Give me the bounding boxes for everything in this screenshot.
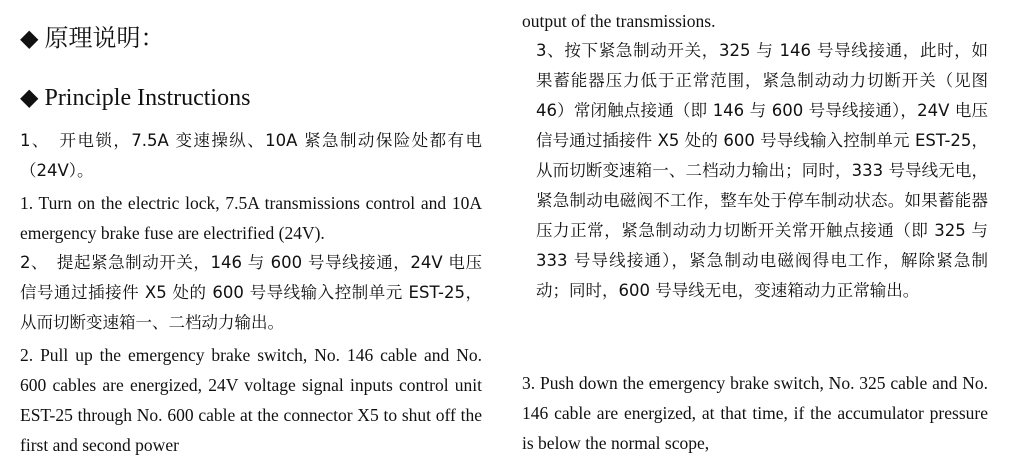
paragraph-3-english: 3. Push down the emergency brake switch, No. 325 cable and No. 146 cable are energized, at that time, if the accumulator pressure is below the normal scope,: [522, 373, 988, 453]
paragraph-2-english: 2. Pull up the emergency brake switch, No. 146 cable and No. 600 cables are energized, 24V voltage signal inputs control unit EST-25 through No. 600 cable at the connector X5 to shut off the first and second power: [20, 345, 482, 455]
diamond-bullet-icon: ◆: [20, 85, 39, 111]
heading-english: [20, 80, 250, 116]
paragraph-1-chinese: 1、 开电锁，7.5A 变速操纵、10A 紧急制动保险处都有电（24V）。: [20, 131, 482, 180]
heading-chinese-text: 原理说明：: [44, 24, 165, 52]
diamond-bullet-icon: ◆: [20, 24, 39, 52]
heading-english-text: Principle Instructions: [44, 85, 251, 111]
paragraph-2-chinese: 2、 提起紧急制动开关，146 与 600 号导线接通，24V 电压信号通过插接件 X5 处的 600 号导线输入控制单元 EST-25，从而切断变速箱一、二档动力输出。: [20, 253, 482, 332]
paragraph-1-english: 1. Turn on the electric lock, 7.5A transmissions control and 10A emergency brake fuse are electrified (24V).: [20, 193, 482, 243]
paragraph-3-chinese: 3、按下紧急制动开关，325 与 146 号导线接通，此时，如果蓄能器压力低于正常范围，紧急制动动力切断开关（见图 46）常闭触点接通（即 146 与 600 号导线接通），24V 电压信号通过插接件 X5 处的 600 号导线输入控制单元 EST-25，从而切断变速箱一、二档动力输出；同时，333 号导线无电，紧急制动电磁阀不工作，整车处于停车制动状态。如果蓄能器压力正常，紧急制动动力切断开关常开触点接通（即 325 与 333 号导线接通），紧急制动电磁阀得电工作，解除紧急制动；同时，600 号导线无电，变速箱动力正常输出。: [536, 41, 988, 300]
paragraph-2-english-continuation: output of the transmissions.: [522, 11, 716, 31]
heading-chinese: [20, 20, 164, 56]
